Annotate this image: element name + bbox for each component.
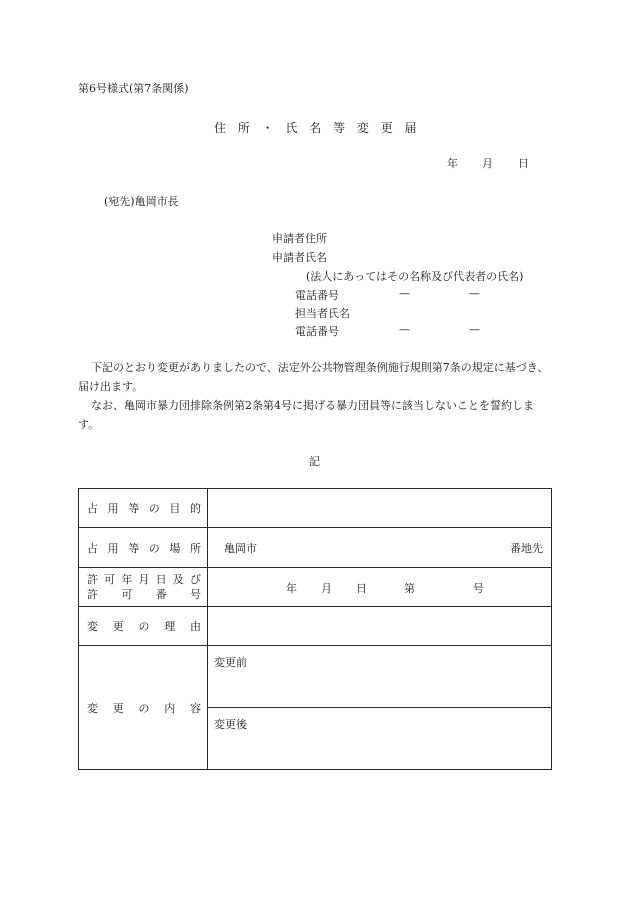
details-table bbox=[78, 488, 552, 770]
purpose-field[interactable] bbox=[208, 489, 552, 528]
phone-dash-2: — bbox=[469, 287, 480, 300]
ki-heading: 記 bbox=[309, 455, 320, 468]
after-label: 変更後 bbox=[214, 718, 247, 731]
permit-day: 日 bbox=[356, 582, 367, 595]
place-suffix: 番地先 bbox=[510, 541, 543, 555]
permit-dai: 第 bbox=[404, 582, 415, 595]
permit-label-line-1: 許 可 年 月 日 及 び bbox=[87, 573, 201, 586]
place-city: 亀岡市 bbox=[224, 541, 257, 555]
date-month: 月 bbox=[482, 157, 493, 170]
contact-phone-label: 電話番号 bbox=[295, 325, 339, 338]
applicant-address-label: 申請者住所 bbox=[272, 232, 327, 245]
purpose-label: 占 用 等 の 目 的 bbox=[87, 502, 201, 515]
permit-label-cell bbox=[79, 568, 208, 607]
phone-dash-1: — bbox=[399, 287, 410, 300]
applicant-name-label: 申請者氏名 bbox=[272, 251, 327, 264]
date-day: 日 bbox=[518, 157, 529, 170]
after-field[interactable] bbox=[208, 708, 552, 770]
contact-phone-dash-2: — bbox=[469, 323, 480, 336]
permit-go: 号 bbox=[473, 582, 484, 595]
place-label: 占 用 等 の 場 所 bbox=[87, 541, 201, 555]
reason-field[interactable] bbox=[208, 607, 552, 646]
reason-label-cell bbox=[79, 607, 208, 646]
body-paragraph-2: なお、亀岡市暴力団排除条例第2条第4号に掲げる暴力団員等に該当しないことを誓約します。 bbox=[78, 399, 534, 431]
permit-label-line-2: 許 可 番 号 bbox=[87, 588, 201, 601]
place-label-cell bbox=[79, 528, 208, 568]
content-label-cell bbox=[79, 646, 208, 770]
addressee: (宛先)亀岡市長 bbox=[104, 195, 179, 208]
before-field[interactable] bbox=[208, 646, 552, 708]
permit-year: 年 bbox=[286, 582, 297, 595]
reason-label: 変 更 の 理 由 bbox=[87, 620, 201, 633]
permit-field[interactable] bbox=[208, 568, 552, 607]
contact-name-label: 担当者氏名 bbox=[295, 307, 350, 320]
contact-phone-dash-1: — bbox=[399, 323, 410, 336]
before-label: 変更前 bbox=[214, 656, 247, 669]
place-field[interactable] bbox=[208, 528, 552, 568]
purpose-label-cell bbox=[79, 489, 208, 528]
content-label: 変 更 の 内 容 bbox=[87, 701, 201, 715]
date-year: 年 bbox=[447, 157, 458, 170]
permit-month: 月 bbox=[321, 582, 332, 595]
phone-label: 電話番号 bbox=[295, 289, 339, 302]
form-number: 第6号様式(第7条関係) bbox=[78, 82, 189, 95]
body-paragraph-1: 下記のとおり変更がありましたので、法定外公共物管理条例施行規則第7条の規定に基づき、届け出ます。 bbox=[78, 361, 549, 393]
corporation-note: (法人にあってはその名称及び代表者の氏名) bbox=[306, 270, 524, 283]
document-title: 住 所 ・ 氏 名 等 変 更 届 bbox=[214, 121, 421, 135]
